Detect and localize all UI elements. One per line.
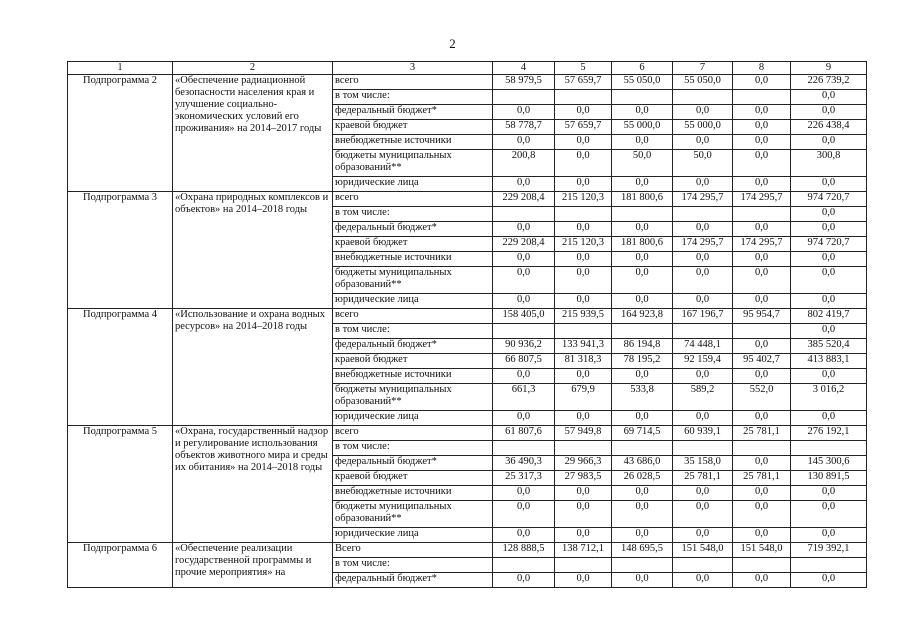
amount-cell — [555, 441, 612, 456]
amount-cell — [673, 324, 733, 339]
funding-source-label: в том числе: — [333, 324, 493, 339]
amount-cell: 57 949,8 — [555, 426, 612, 441]
amount-cell: 25 781,1 — [673, 471, 733, 486]
amount-cell: 0,0 — [612, 267, 673, 294]
amount-cell: 0,0 — [493, 252, 555, 267]
amount-cell: 226 438,4 — [791, 120, 867, 135]
amount-cell: 0,0 — [791, 90, 867, 105]
funding-source-label: федеральный бюджет* — [333, 339, 493, 354]
amount-cell: 229 208,4 — [493, 237, 555, 252]
funding-source-label: федеральный бюджет* — [333, 573, 493, 588]
col-header-6: 6 — [612, 62, 673, 75]
amount-cell: 92 159,4 — [673, 354, 733, 369]
amount-cell: 60 939,1 — [673, 426, 733, 441]
amount-cell — [612, 207, 673, 222]
amount-cell: 0,0 — [673, 528, 733, 543]
amount-cell — [733, 558, 791, 573]
amount-cell: 0,0 — [555, 486, 612, 501]
amount-cell: 0,0 — [555, 411, 612, 426]
amount-cell: 0,0 — [493, 294, 555, 309]
amount-cell — [612, 441, 673, 456]
amount-cell: 0,0 — [555, 267, 612, 294]
amount-cell: 0,0 — [555, 135, 612, 150]
col-header-9: 9 — [791, 62, 867, 75]
amount-cell: 164 923,8 — [612, 309, 673, 324]
amount-cell: 0,0 — [612, 105, 673, 120]
amount-cell: 552,0 — [733, 384, 791, 411]
amount-cell: 167 196,7 — [673, 309, 733, 324]
program-title: «Обеспечение радиационной безопасности населения края и улучшение социально-экономических условий его проживания» на 2014–2017 годы — [173, 75, 333, 192]
col-header-7: 7 — [673, 62, 733, 75]
amount-cell: 90 936,2 — [493, 339, 555, 354]
amount-cell: 61 807,6 — [493, 426, 555, 441]
amount-cell: 0,0 — [733, 528, 791, 543]
amount-cell: 26 028,5 — [612, 471, 673, 486]
funding-source-label: бюджеты муниципальных образований** — [333, 384, 493, 411]
amount-cell: 95 954,7 — [733, 309, 791, 324]
amount-cell: 0,0 — [791, 105, 867, 120]
amount-cell: 0,0 — [791, 486, 867, 501]
amount-cell: 81 318,3 — [555, 354, 612, 369]
amount-cell — [612, 324, 673, 339]
amount-cell — [493, 207, 555, 222]
budget-table — [67, 61, 867, 588]
amount-cell: 0,0 — [733, 252, 791, 267]
amount-cell: 0,0 — [733, 267, 791, 294]
amount-cell: 974 720,7 — [791, 192, 867, 207]
amount-cell: 25 781,1 — [733, 471, 791, 486]
amount-cell — [673, 441, 733, 456]
amount-cell: 226 739,2 — [791, 75, 867, 90]
amount-cell: 55 050,0 — [612, 75, 673, 90]
amount-cell: 151 548,0 — [673, 543, 733, 558]
amount-cell: 145 300,6 — [791, 456, 867, 471]
amount-cell: 0,0 — [791, 573, 867, 588]
amount-cell: 533,8 — [612, 384, 673, 411]
amount-cell: 0,0 — [493, 177, 555, 192]
funding-source-label: юридические лица — [333, 294, 493, 309]
amount-cell: 0,0 — [673, 294, 733, 309]
funding-source-label: краевой бюджет — [333, 237, 493, 252]
amount-cell: 50,0 — [673, 150, 733, 177]
funding-source-label: федеральный бюджет* — [333, 105, 493, 120]
table-row — [68, 309, 867, 324]
amount-cell: 0,0 — [673, 105, 733, 120]
amount-cell: 0,0 — [555, 369, 612, 384]
col-header-4: 4 — [493, 62, 555, 75]
funding-source-label: краевой бюджет — [333, 354, 493, 369]
table-row — [68, 75, 867, 90]
funding-source-label: в том числе: — [333, 441, 493, 456]
amount-cell — [612, 90, 673, 105]
amount-cell: 3 016,2 — [791, 384, 867, 411]
col-header-1: 1 — [68, 62, 173, 75]
funding-source-label: всего — [333, 192, 493, 207]
amount-cell: 57 659,7 — [555, 120, 612, 135]
amount-cell: 0,0 — [673, 573, 733, 588]
amount-cell: 0,0 — [673, 222, 733, 237]
amount-cell — [555, 324, 612, 339]
amount-cell: 276 192,1 — [791, 426, 867, 441]
amount-cell: 55 000,0 — [612, 120, 673, 135]
funding-source-label: всего — [333, 426, 493, 441]
amount-cell: 0,0 — [673, 486, 733, 501]
amount-cell: 0,0 — [493, 486, 555, 501]
amount-cell: 0,0 — [555, 501, 612, 528]
amount-cell: 200,8 — [493, 150, 555, 177]
amount-cell: 174 295,7 — [673, 192, 733, 207]
amount-cell — [493, 90, 555, 105]
amount-cell: 0,0 — [612, 501, 673, 528]
amount-cell: 95 402,7 — [733, 354, 791, 369]
table-row — [68, 426, 867, 441]
funding-source-label: в том числе: — [333, 90, 493, 105]
amount-cell — [493, 441, 555, 456]
amount-cell: 0,0 — [673, 252, 733, 267]
amount-cell: 0,0 — [791, 267, 867, 294]
amount-cell: 174 295,7 — [673, 237, 733, 252]
amount-cell: 0,0 — [733, 294, 791, 309]
funding-source-label: Всего — [333, 543, 493, 558]
amount-cell: 0,0 — [555, 573, 612, 588]
amount-cell: 181 800,6 — [612, 192, 673, 207]
program-name: Подпрограмма 2 — [68, 75, 173, 192]
funding-source-label: краевой бюджет — [333, 120, 493, 135]
amount-cell: 78 195,2 — [612, 354, 673, 369]
funding-source-label: внебюджетные источники — [333, 369, 493, 384]
program-title: «Охрана, государственный надзор и регулирование использования объектов животного мира и среды их обитания» на 2014–2018 годы — [173, 426, 333, 543]
amount-cell: 0,0 — [612, 573, 673, 588]
funding-source-label: внебюджетные источники — [333, 486, 493, 501]
amount-cell — [733, 441, 791, 456]
amount-cell: 0,0 — [791, 294, 867, 309]
amount-cell: 0,0 — [733, 120, 791, 135]
amount-cell: 215 120,3 — [555, 192, 612, 207]
amount-cell: 138 712,1 — [555, 543, 612, 558]
col-header-8: 8 — [733, 62, 791, 75]
col-header-5: 5 — [555, 62, 612, 75]
program-name: Подпрограмма 6 — [68, 543, 173, 588]
amount-cell: 0,0 — [791, 135, 867, 150]
funding-source-label: краевой бюджет — [333, 471, 493, 486]
amount-cell: 29 966,3 — [555, 456, 612, 471]
amount-cell: 0,0 — [733, 486, 791, 501]
amount-cell: 661,3 — [493, 384, 555, 411]
amount-cell — [673, 207, 733, 222]
amount-cell: 802 419,7 — [791, 309, 867, 324]
amount-cell: 0,0 — [673, 411, 733, 426]
amount-cell: 0,0 — [791, 177, 867, 192]
amount-cell: 0,0 — [612, 528, 673, 543]
amount-cell: 27 983,5 — [555, 471, 612, 486]
amount-cell: 0,0 — [733, 369, 791, 384]
amount-cell — [733, 207, 791, 222]
amount-cell: 0,0 — [733, 75, 791, 90]
amount-cell: 0,0 — [555, 150, 612, 177]
amount-cell: 0,0 — [733, 573, 791, 588]
amount-cell: 385 520,4 — [791, 339, 867, 354]
amount-cell: 0,0 — [493, 135, 555, 150]
funding-source-label: внебюджетные источники — [333, 135, 493, 150]
amount-cell: 0,0 — [791, 369, 867, 384]
amount-cell — [612, 558, 673, 573]
amount-cell: 0,0 — [791, 501, 867, 528]
amount-cell: 0,0 — [673, 267, 733, 294]
program-name: Подпрограмма 4 — [68, 309, 173, 426]
amount-cell: 174 295,7 — [733, 192, 791, 207]
amount-cell: 0,0 — [555, 105, 612, 120]
table-row — [68, 192, 867, 207]
funding-source-label: юридические лица — [333, 177, 493, 192]
amount-cell: 0,0 — [733, 135, 791, 150]
amount-cell: 0,0 — [733, 411, 791, 426]
amount-cell: 0,0 — [493, 411, 555, 426]
program-name: Подпрограмма 5 — [68, 426, 173, 543]
amount-cell: 0,0 — [733, 222, 791, 237]
amount-cell: 69 714,5 — [612, 426, 673, 441]
amount-cell: 181 800,6 — [612, 237, 673, 252]
header-row — [68, 62, 867, 75]
page-number: 2 — [449, 36, 456, 51]
funding-source-label: внебюджетные источники — [333, 252, 493, 267]
amount-cell: 86 194,8 — [612, 339, 673, 354]
amount-cell: 0,0 — [612, 177, 673, 192]
funding-source-label: федеральный бюджет* — [333, 222, 493, 237]
amount-cell: 58 979,5 — [493, 75, 555, 90]
amount-cell: 50,0 — [612, 150, 673, 177]
amount-cell: 0,0 — [673, 135, 733, 150]
amount-cell: 679,9 — [555, 384, 612, 411]
amount-cell: 43 686,0 — [612, 456, 673, 471]
amount-cell: 0,0 — [612, 135, 673, 150]
amount-cell: 215 939,5 — [555, 309, 612, 324]
amount-cell: 0,0 — [493, 267, 555, 294]
amount-cell: 58 778,7 — [493, 120, 555, 135]
amount-cell: 0,0 — [493, 573, 555, 588]
amount-cell: 229 208,4 — [493, 192, 555, 207]
amount-cell: 0,0 — [555, 222, 612, 237]
amount-cell — [673, 558, 733, 573]
amount-cell — [493, 558, 555, 573]
amount-cell: 36 490,3 — [493, 456, 555, 471]
amount-cell: 25 317,3 — [493, 471, 555, 486]
amount-cell: 0,0 — [733, 456, 791, 471]
amount-cell: 0,0 — [733, 177, 791, 192]
amount-cell: 74 448,1 — [673, 339, 733, 354]
amount-cell: 66 807,5 — [493, 354, 555, 369]
amount-cell: 215 120,3 — [555, 237, 612, 252]
amount-cell: 55 000,0 — [673, 120, 733, 135]
program-title: «Охрана природных комплексов и объектов» на 2014–2018 годы — [173, 192, 333, 309]
funding-source-label: в том числе: — [333, 207, 493, 222]
table-row — [68, 543, 867, 558]
amount-cell — [791, 558, 867, 573]
funding-source-label: всего — [333, 75, 493, 90]
amount-cell: 0,0 — [612, 369, 673, 384]
amount-cell — [673, 90, 733, 105]
amount-cell: 0,0 — [612, 294, 673, 309]
col-header-3: 3 — [333, 62, 493, 75]
amount-cell: 0,0 — [791, 222, 867, 237]
amount-cell: 0,0 — [555, 528, 612, 543]
amount-cell: 55 050,0 — [673, 75, 733, 90]
amount-cell — [493, 324, 555, 339]
amount-cell: 158 405,0 — [493, 309, 555, 324]
amount-cell: 0,0 — [673, 501, 733, 528]
amount-cell: 0,0 — [493, 501, 555, 528]
funding-source-label: бюджеты муниципальных образований** — [333, 150, 493, 177]
amount-cell: 0,0 — [555, 294, 612, 309]
amount-cell: 0,0 — [791, 324, 867, 339]
amount-cell: 128 888,5 — [493, 543, 555, 558]
amount-cell: 0,0 — [612, 252, 673, 267]
amount-cell: 300,8 — [791, 150, 867, 177]
program-title: «Использование и охрана водных ресурсов» на 2014–2018 годы — [173, 309, 333, 426]
amount-cell: 25 781,1 — [733, 426, 791, 441]
amount-cell: 0,0 — [791, 411, 867, 426]
amount-cell: 148 695,5 — [612, 543, 673, 558]
amount-cell — [733, 90, 791, 105]
amount-cell: 0,0 — [493, 222, 555, 237]
amount-cell: 974 720,7 — [791, 237, 867, 252]
amount-cell: 0,0 — [555, 177, 612, 192]
amount-cell: 151 548,0 — [733, 543, 791, 558]
amount-cell: 0,0 — [612, 222, 673, 237]
funding-source-label: юридические лица — [333, 411, 493, 426]
amount-cell: 589,2 — [673, 384, 733, 411]
funding-source-label: федеральный бюджет* — [333, 456, 493, 471]
amount-cell: 0,0 — [733, 339, 791, 354]
amount-cell: 0,0 — [733, 150, 791, 177]
amount-cell: 0,0 — [493, 369, 555, 384]
funding-source-label: всего — [333, 309, 493, 324]
amount-cell: 0,0 — [493, 528, 555, 543]
amount-cell: 719 392,1 — [791, 543, 867, 558]
amount-cell: 0,0 — [673, 177, 733, 192]
amount-cell: 0,0 — [555, 252, 612, 267]
funding-source-label: бюджеты муниципальных образований** — [333, 501, 493, 528]
amount-cell: 174 295,7 — [733, 237, 791, 252]
col-header-2: 2 — [173, 62, 333, 75]
amount-cell: 0,0 — [791, 528, 867, 543]
amount-cell — [733, 324, 791, 339]
program-title: «Обеспечение реализации государственной программы и прочие мероприятия» на — [173, 543, 333, 588]
funding-source-label: бюджеты муниципальных образований** — [333, 267, 493, 294]
amount-cell: 0,0 — [791, 252, 867, 267]
amount-cell: 130 891,5 — [791, 471, 867, 486]
amount-cell: 0,0 — [612, 486, 673, 501]
amount-cell — [555, 207, 612, 222]
funding-source-label: юридические лица — [333, 528, 493, 543]
program-name: Подпрограмма 3 — [68, 192, 173, 309]
amount-cell: 35 158,0 — [673, 456, 733, 471]
amount-cell — [555, 558, 612, 573]
amount-cell: 0,0 — [612, 411, 673, 426]
amount-cell: 413 883,1 — [791, 354, 867, 369]
amount-cell: 0,0 — [733, 501, 791, 528]
funding-source-label: в том числе: — [333, 558, 493, 573]
amount-cell: 0,0 — [791, 207, 867, 222]
table-body — [68, 75, 867, 588]
amount-cell: 57 659,7 — [555, 75, 612, 90]
amount-cell: 0,0 — [493, 105, 555, 120]
amount-cell: 0,0 — [673, 369, 733, 384]
amount-cell: 133 941,3 — [555, 339, 612, 354]
amount-cell — [555, 90, 612, 105]
amount-cell: 0,0 — [733, 105, 791, 120]
amount-cell — [791, 441, 867, 456]
